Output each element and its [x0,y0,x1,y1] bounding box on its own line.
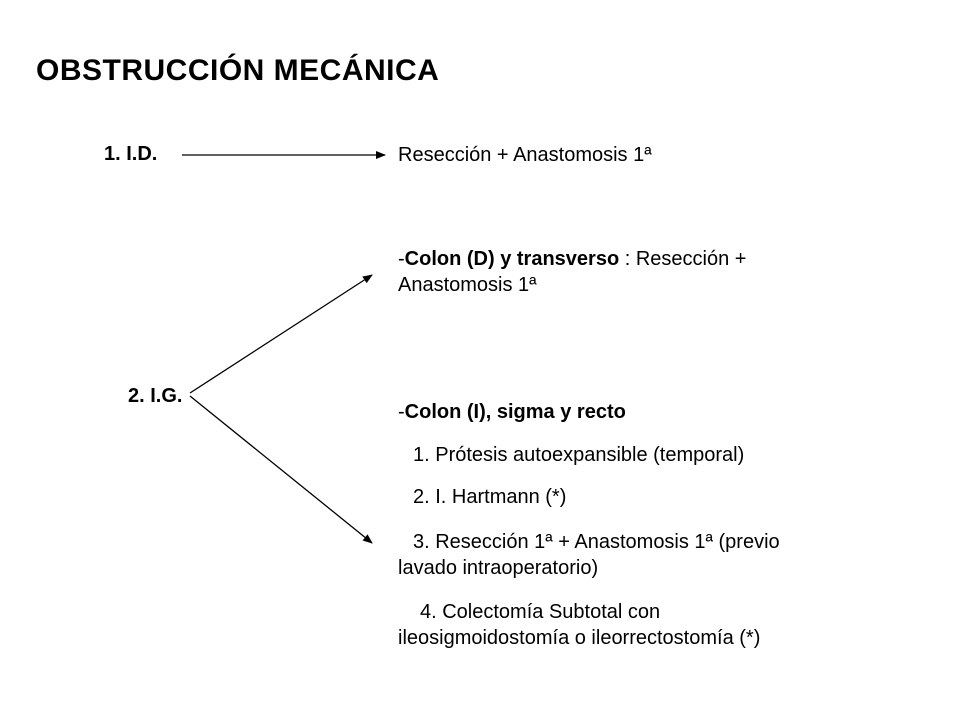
arrow-ig-to-colon-left [190,396,372,543]
dash: - [398,248,405,270]
option-3-line2: lavado intraoperatorio) [398,557,599,579]
colon-right-heading: Colon (D) y transverso [404,248,620,270]
ig-label: 2. I.G. [128,385,183,407]
option-3-line1: 3. Resección 1ª + Anastomosis 1ª (previo [413,531,780,553]
colon-left-heading: Colon (I), sigma y recto [404,401,626,423]
slide-title: OBSTRUCCIÓN MECÁNICA [36,54,440,87]
option-2: 2. I. Hartmann (*) [413,486,567,508]
option-4-line1: 4. Colectomía Subtotal con [420,601,661,623]
option-4-line2: ileosigmoidostomía o ileorrectostomía (*) [398,627,761,649]
colon-right-procedure: : Resección + [619,248,747,270]
colon-right-line2: Anastomosis 1ª [398,274,537,296]
id-label: 1. I.D. [104,143,158,165]
arrow-ig-to-colon-right [190,275,372,393]
option-1: 1. Prótesis autoexpansible (temporal) [413,444,745,466]
dash: - [398,401,405,423]
id-result-text: Resección + Anastomosis 1ª [398,144,652,166]
